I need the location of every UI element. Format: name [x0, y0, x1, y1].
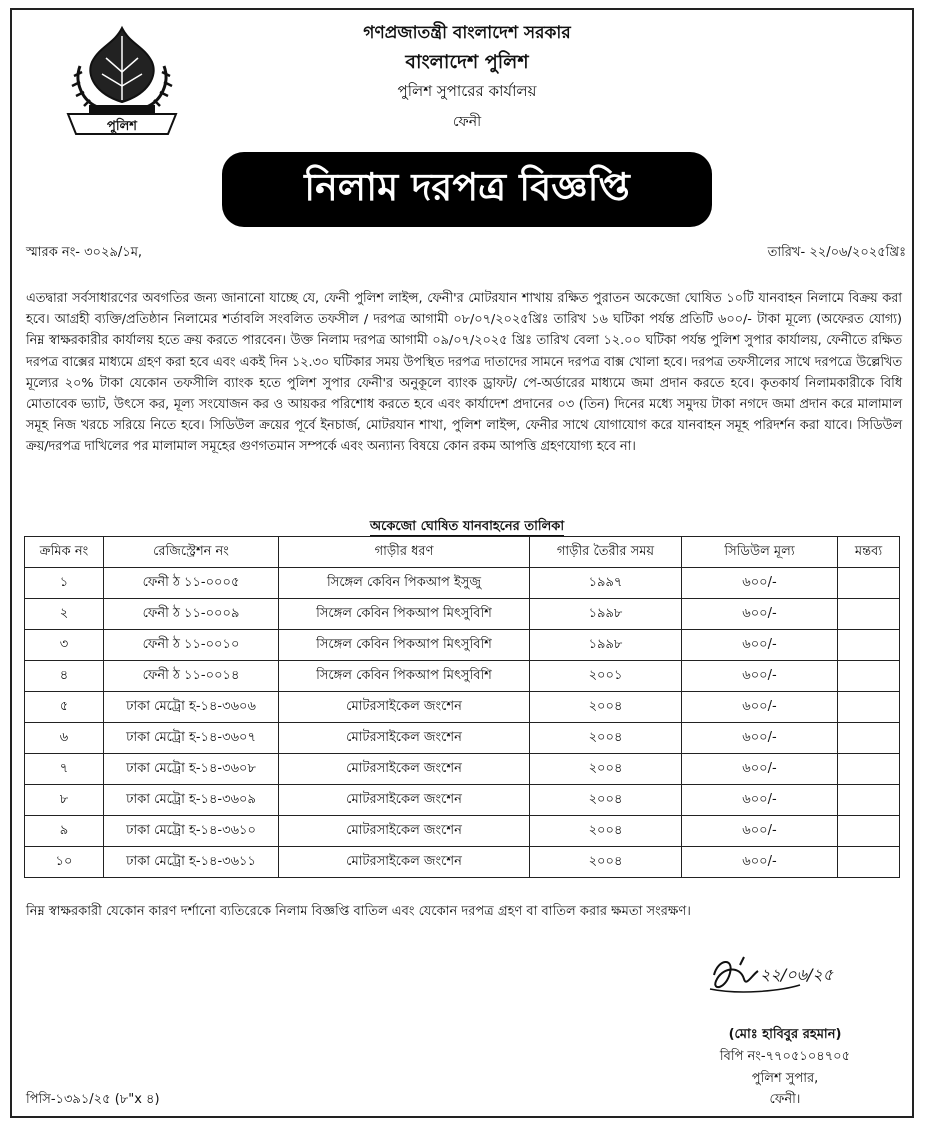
cell-registration: ফেনী ঠ ১১-০০১৪: [104, 661, 279, 692]
cell-serial: ২: [25, 599, 104, 630]
cell-vehicle-type: মোটরসাইকেল জংশেন: [279, 847, 530, 878]
cell-vehicle-type: মোটরসাইকেল জংশেন: [279, 754, 530, 785]
cell-price: ৬০০/-: [682, 661, 838, 692]
table-row: [25, 630, 900, 661]
header-government: গণপ্রজাতন্ত্রী বাংলাদেশ সরকার: [363, 23, 571, 43]
cell-year: ১৯৯৭: [530, 568, 682, 599]
cell-year: ১৯৯৮: [530, 599, 682, 630]
table-row: [25, 599, 900, 630]
cell-remarks: [838, 630, 900, 661]
cell-vehicle-type: মোটরসাইকেল জংশেন: [279, 816, 530, 847]
print-reference: পিসি-১৩৯১/২৫ (৮"x ৪): [26, 1092, 160, 1107]
header-remarks: মন্তব্য: [838, 537, 900, 568]
cell-vehicle-type: সিঙ্গেল কেবিন পিকআপ মিৎসুবিশি: [279, 661, 530, 692]
header-office: পুলিশ সুপারের কার্যালয়: [397, 82, 537, 100]
cell-price: ৬০০/-: [682, 692, 838, 723]
cell-year: ২০০৪: [530, 692, 682, 723]
header-serial: ক্রমিক নং: [25, 537, 104, 568]
cell-vehicle-type: সিঙ্গেল কেবিন পিকআপ মিৎসুবিশি: [279, 630, 530, 661]
signatory-name: (মোঃ হাবিবুর রহমান): [728, 1027, 842, 1042]
header-district: ফেনী: [452, 114, 482, 130]
cell-registration: ঢাকা মেট্রো হ-১৪-৩৬০৬: [104, 692, 279, 723]
header-manufacture-year: গাড়ীর তৈরীর সময়: [530, 537, 682, 568]
table-title: [0, 515, 934, 538]
cell-vehicle-type: মোটরসাইকেল জংশেন: [279, 785, 530, 816]
table-row: [25, 661, 900, 692]
cell-year: ২০০১: [530, 661, 682, 692]
signatory-bp-number: বিপি নং-৭৭০৫১০৪৭০৫: [719, 1049, 851, 1064]
header-schedule-price: সিডিউল মূল্য: [682, 537, 838, 568]
table-row: [25, 568, 900, 599]
notice-body: এতদ্বারা সর্বসাধারণের অবগতির জন্য জানানো যাচ্ছে যে, ফেনী পুলিশ লাইন্স, ফেনী'র মোটরযান শাখায় রক্ষিত পুরাতন অকেজো ঘোষিত ১০টি যানবাহন নিলামে বিক্রয় করা হবে। আগ্রহী ব্যক্তি/প্রতিষ্ঠান নিলামের শর্তাবলি সংবলিত তফসীল / দরপত্র আগামী ০৮/০৭/২০২৫খ্রিঃ তারিখ ১৬ ঘটিকা পর্যন্ত প্রতিটি ৬০০/- টাকা মূল্যে (অফেরত যোগ্য) নিম্ন স্বাক্ষরকারীর কার্যালয় হতে ক্রয় করতে পারবেন। উক্ত নিলাম দরপত্র আগামী ০৯/০৭/২০২৫ খ্রিঃ তারিখ বেলা ১২.০০ ঘটিকা পর্যন্ত পুলিশ সুপার কার্যালয়, ফেনীতে রক্ষিত দরপত্র বাক্সের মাধ্যমে গ্রহণ করা হবে এবং একই দিন ১২.৩০ ঘটিকার সময় উপস্থিত দরপত্র দাতাদের সামনে দরপত্র বাক্স খোলা হবে। দরপত্র তফসীলের সাথে দরপত্রে উল্লেখিত মূল্যের ২০% টাকা যেকোন তফসীলি ব্যাংক হতে পুলিশ সুপার ফেনী'র অনুকূলে ব্যাংক ড্রাফট/ পে-অর্ডারের মাধ্যমে জমা প্রদান করতে হবে। কৃতকার্য নিলামকারীকে বিধি মোতাবেক ভ্যাট, উৎসে কর, মূল্য সংযোজন কর ও আয়কর পরিশোধ করতে হবে এবং কার্যাদেশ প্রদানের ০৩ (তিন) দিনের মধ্যে সমুদয় টাকা নগদে জমা প্রদান করে মালামাল সমূহ নিজ খরচে সরিয়ে নিতে হবে। সিডিউল ক্রয়ের পূর্বে ইনচার্জ, মোটরযান শাখা, পুলিশ লাইন্স, ফেনীর সাথে যোগাযোগ করে যানবাহন সমূহ পরিদর্শন করা যাবে। সিডিউল ক্রয়/দরপত্র দাখিলের পর মালামাল সমূহের গুণগতমান সম্পর্কে এবং অন্যান্য বিষয়ে কোন রকম আপত্তি গ্রহণযোগ্য হবে না।: [26, 291, 902, 455]
table-row: [25, 785, 900, 816]
cell-remarks: [838, 785, 900, 816]
cell-serial: ৭: [25, 754, 104, 785]
cell-price: ৬০০/-: [682, 599, 838, 630]
footer-note: নিম্ন স্বাক্ষরকারী যেকোন কারণ দর্শানো ব্যতিরেকে নিলাম বিজ্ঞপ্তি বাতিল এবং যেকোন দরপত্র গ্রহণ বা বাতিল করার ক্ষমতা সংরক্ষণ।: [26, 904, 691, 919]
cell-registration: ঢাকা মেট্রো হ-১৪-৩৬১১: [104, 847, 279, 878]
table-row: [25, 723, 900, 754]
cell-price: ৬০০/-: [682, 847, 838, 878]
header-police: বাংলাদেশ পুলিশ: [405, 51, 529, 73]
cell-serial: ৫: [25, 692, 104, 723]
signature-date: ২২/০৬/২৫: [760, 965, 834, 984]
cell-price: ৬০০/-: [682, 723, 838, 754]
notice-banner: নিলাম দরপত্র বিজ্ঞপ্তি: [222, 152, 712, 227]
notice-date: তারিখ- ২২/০৬/২০২৫খ্রিঃ: [767, 245, 906, 260]
cell-registration: ঢাকা মেট্রো হ-১৪-৩৬০৯: [104, 785, 279, 816]
cell-price: ৬০০/-: [682, 816, 838, 847]
cell-registration: ফেনী ঠ ১১-০০১০: [104, 630, 279, 661]
signatory-location: ফেনী।: [769, 1092, 801, 1107]
cell-serial: ৩: [25, 630, 104, 661]
cell-registration: ফেনী ঠ ১১-০০০৯: [104, 599, 279, 630]
cell-year: ২০০৪: [530, 816, 682, 847]
svg-text:পুলিশ: পুলিশ: [107, 119, 137, 134]
vehicle-table: [24, 536, 900, 878]
cell-vehicle-type: সিঙ্গেল কেবিন পিকআপ ইসুজু: [279, 568, 530, 599]
cell-year: ২০০৪: [530, 754, 682, 785]
table-header-row: [25, 537, 900, 568]
cell-remarks: [838, 816, 900, 847]
cell-vehicle-type: মোটরসাইকেল জংশেন: [279, 723, 530, 754]
cell-remarks: [838, 754, 900, 785]
cell-serial: ৬: [25, 723, 104, 754]
cell-remarks: [838, 847, 900, 878]
cell-remarks: [838, 692, 900, 723]
cell-remarks: [838, 599, 900, 630]
cell-registration: ঢাকা মেট্রো হ-১৪-৩৬১০: [104, 816, 279, 847]
header-registration: রেজিস্ট্রেশন নং: [104, 537, 279, 568]
table-row: [25, 754, 900, 785]
cell-price: ৬০০/-: [682, 785, 838, 816]
cell-registration: ফেনী ঠ ১১-০০০৫: [104, 568, 279, 599]
cell-vehicle-type: মোটরসাইকেল জংশেন: [279, 692, 530, 723]
cell-year: ১৯৯৮: [530, 630, 682, 661]
cell-serial: ১: [25, 568, 104, 599]
cell-remarks: [838, 661, 900, 692]
table-row: [25, 692, 900, 723]
cell-remarks: [838, 568, 900, 599]
cell-price: ৬০০/-: [682, 754, 838, 785]
cell-year: ২০০৪: [530, 847, 682, 878]
cell-registration: ঢাকা মেট্রো হ-১৪-৩৬০৭: [104, 723, 279, 754]
cell-price: ৬০০/-: [682, 568, 838, 599]
cell-serial: ১০: [25, 847, 104, 878]
header-vehicle-type: গাড়ীর ধরণ: [279, 537, 530, 568]
cell-serial: ৯: [25, 816, 104, 847]
cell-year: ২০০৪: [530, 785, 682, 816]
memo-number: স্মারক নং- ৩০২৯/১ম,: [26, 245, 143, 260]
table-row: [25, 816, 900, 847]
cell-price: ৬০০/-: [682, 630, 838, 661]
table-body: [25, 568, 900, 878]
cell-year: ২০০৪: [530, 723, 682, 754]
cell-vehicle-type: সিঙ্গেল কেবিন পিকআপ মিৎসুবিশি: [279, 599, 530, 630]
cell-serial: ৪: [25, 661, 104, 692]
cell-registration: ঢাকা মেট্রো হ-১৪-৩৬০৮: [104, 754, 279, 785]
cell-serial: ৮: [25, 785, 104, 816]
table-row: [25, 847, 900, 878]
cell-remarks: [838, 723, 900, 754]
table-title-text: অকেজো ঘোষিত যানবাহনের তালিকা: [369, 519, 565, 534]
signatory-designation: পুলিশ সুপার,: [751, 1071, 819, 1086]
